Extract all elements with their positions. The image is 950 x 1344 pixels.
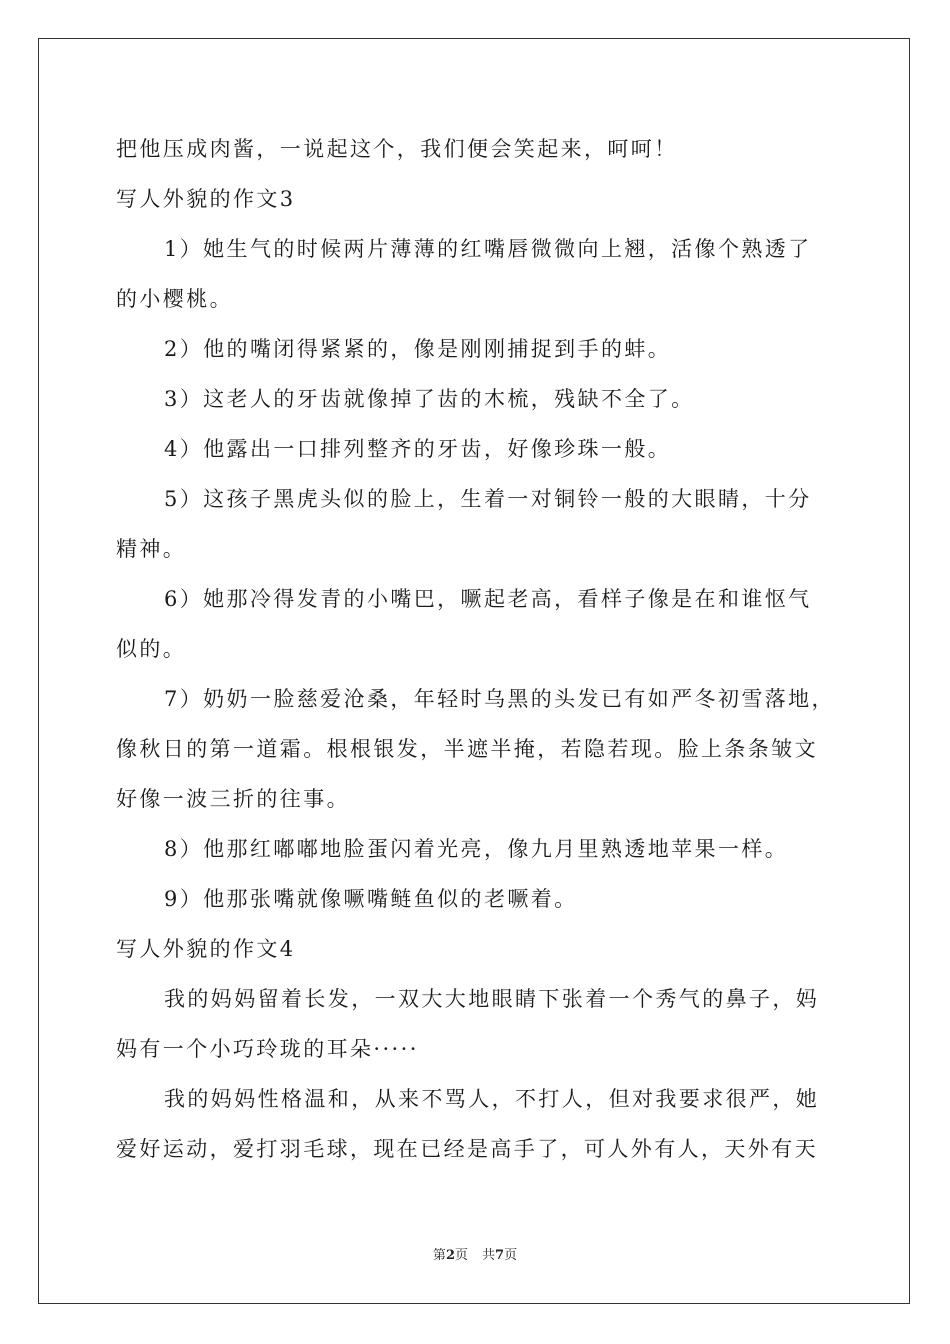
- section-heading-3: 写人外貌的作文3: [116, 187, 296, 211]
- total-page-number: 7: [495, 1248, 505, 1263]
- total-suffix: 页: [504, 1248, 518, 1263]
- current-page-number: 2: [445, 1248, 455, 1263]
- document-body: [116, 124, 846, 1174]
- paragraph-line-3: 1）她生气的时候两片薄薄的红嘴唇微微向上翘，活像个熟透了: [164, 237, 812, 261]
- paragraph-line-8: 5）这孩子黑虎头似的脸上，生着一对铜铃一般的大眼睛，十分: [164, 487, 812, 511]
- paragraph-line-5: 2）他的嘴闭得紧紧的，像是刚刚捕捉到手的蚌。: [164, 337, 672, 361]
- paragraph-line-19: 妈有一个小巧玲珑的耳朵·····: [116, 1037, 419, 1061]
- paragraph-line-10: 6）她那冷得发青的小嘴巴，噘起老高，看样子像是在和谁怄气: [164, 587, 812, 611]
- paragraph-line-20: 我的妈妈性格温和，从来不骂人，不打人，但对我要求很严，她: [164, 1087, 820, 1111]
- paragraph-line-11: 似的。: [116, 637, 187, 661]
- page-prefix: 第: [432, 1248, 446, 1263]
- page-suffix: 页: [454, 1248, 468, 1263]
- paragraph-line-16: 9）他那张嘴就像噘嘴鲢鱼似的老噘着。: [164, 887, 578, 911]
- paragraph-line-9: 精神。: [116, 537, 187, 561]
- paragraph-line-14: 好像一波三折的往事。: [116, 787, 350, 811]
- paragraph-line-4: 的小樱桃。: [116, 287, 233, 311]
- paragraph-line-18: 我的妈妈留着长发，一双大大地眼睛下张着一个秀气的鼻子，妈: [164, 987, 820, 1011]
- paragraph-line-15: 8）他那红嘟嘟地脸蛋闪着光亮，像九月里熟透地苹果一样。: [164, 837, 789, 861]
- paragraph-line-6: 3）这老人的牙齿就像掉了齿的木梳，残缺不全了。: [164, 387, 695, 411]
- total-prefix: 共: [482, 1248, 496, 1263]
- paragraph-line-1: 把他压成肉酱，一说起这个，我们便会笑起来，呵呵！: [116, 137, 678, 161]
- paragraph-line-21: 爱好运动，爱打羽毛球，现在已经是高手了，可人外有人，天外有天: [116, 1137, 818, 1161]
- paragraph-line-13: 像秋日的第一道霜。根根银发，半遮半掩，若隐若现。脸上条条皱文: [116, 737, 818, 761]
- section-heading-4: 写人外貌的作文4: [116, 937, 296, 961]
- page-footer: [0, 1247, 950, 1265]
- paragraph-line-12: 7）奶奶一脸慈爱沧桑，年轻时乌黑的头发已有如严冬初雪落地，: [164, 687, 835, 711]
- paragraph-line-7: 4）他露出一口排列整齐的牙齿，好像珍珠一般。: [164, 437, 672, 461]
